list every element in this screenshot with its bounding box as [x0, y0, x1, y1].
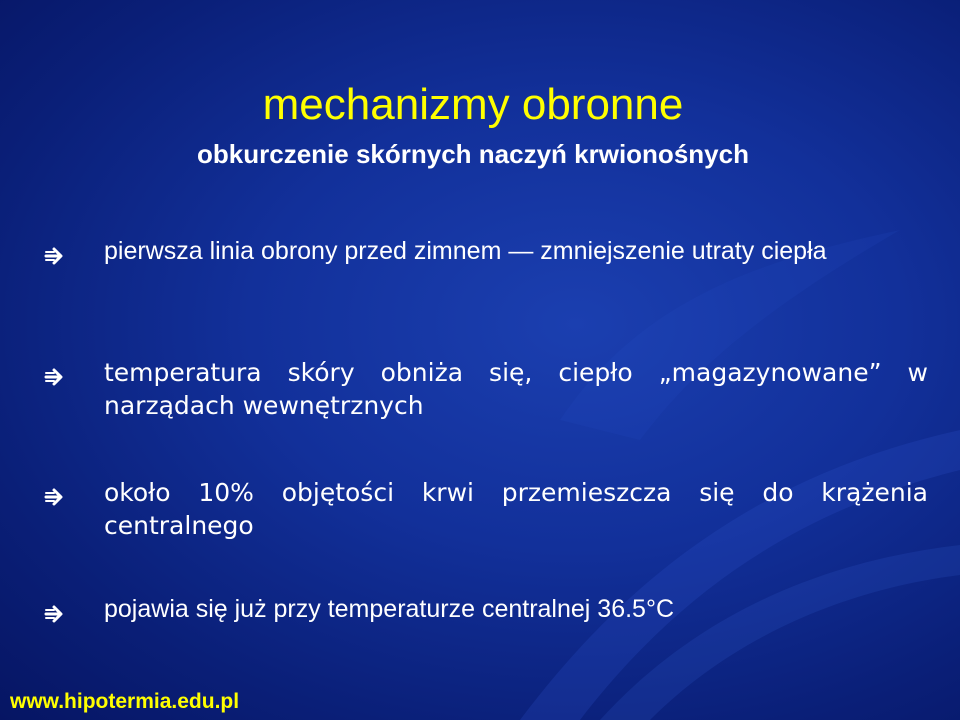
footer-website-link[interactable]: www.hipotermia.edu.pl	[10, 690, 240, 713]
slide-subtitle: obkurczenie skórnych naczyń krwionośnych	[197, 139, 749, 169]
arrow-right-icon	[44, 486, 66, 508]
bullet-text: pierwsza linia obrony przed zimnem — zmniejszenie utraty ciepła	[104, 237, 827, 265]
bullet-text: około 10% objętości krwi przemieszcza się do krążenia centralnego	[104, 478, 928, 540]
slide-title: mechanizmy obronne	[262, 80, 684, 129]
arrow-right-icon	[44, 366, 66, 388]
arrow-right-icon	[44, 245, 66, 267]
arrow-right-icon	[44, 603, 66, 625]
bullet-text: pojawia się już przy temperaturze centralnej 36.5°C	[104, 595, 674, 623]
bullet-text: temperatura skóry obniża się, ciepło „magazynowane” w narządach wewnętrznych	[104, 358, 928, 420]
